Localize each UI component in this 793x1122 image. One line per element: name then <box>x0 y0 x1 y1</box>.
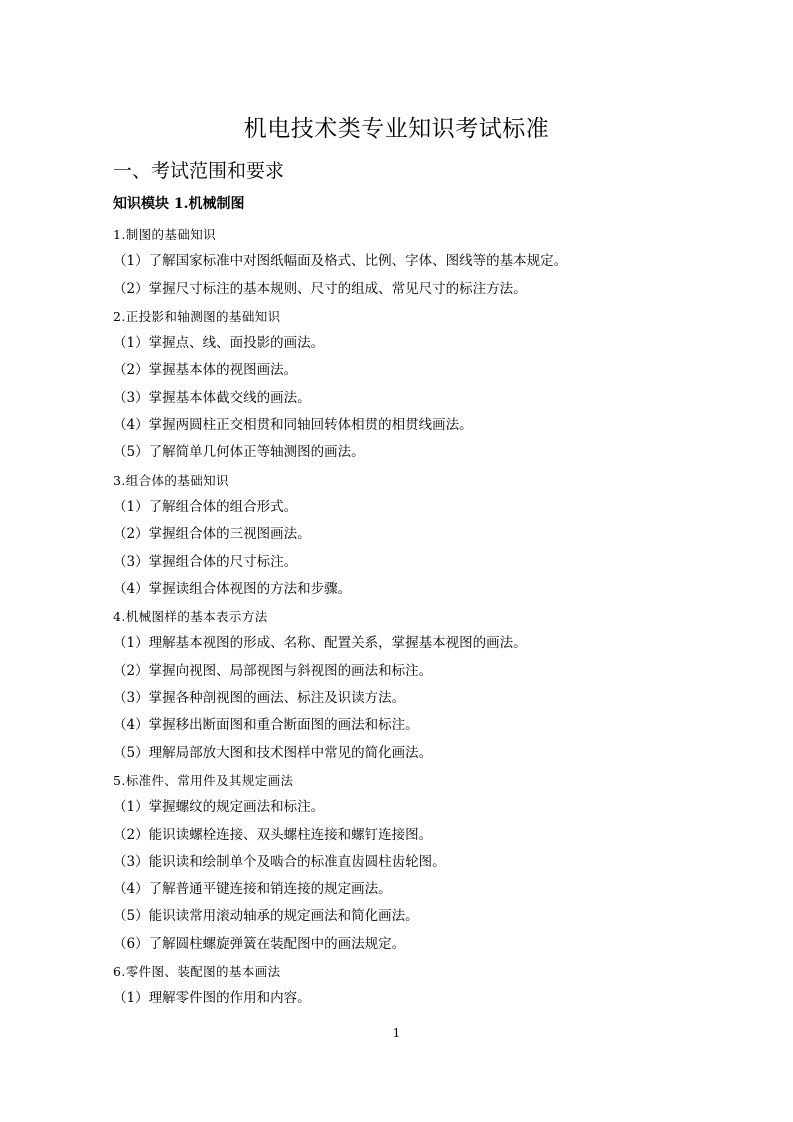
subsection-heading: 6.零件图、装配图的基本画法 <box>113 964 281 980</box>
module-heading: 知识模块 1.机械制图 <box>113 196 245 212</box>
requirement-item: （3）掌握各种剖视图的画法、标注及识读方法。 <box>113 690 406 707</box>
requirement-item: （2）能识读螺栓连接、双头螺柱连接和螺钉连接图。 <box>113 826 433 843</box>
requirement-item: （2）掌握基本体的视图画法。 <box>113 362 298 379</box>
requirement-item: （2）掌握尺寸标注的基本规则、尺寸的组成、常见尺寸的标注方法。 <box>113 280 527 297</box>
requirement-item: （1）了解组合体的组合形式。 <box>113 498 298 515</box>
requirement-item: （2）掌握组合体的三视图画法。 <box>113 526 311 543</box>
requirement-item: （4）掌握移出断面图和重合断面图的画法和标注。 <box>113 717 419 734</box>
section-heading: 一、考试范围和要求 <box>113 160 285 182</box>
subsection-heading: 1.制图的基础知识 <box>113 227 217 242</box>
requirement-item: （4）掌握两圆柱正交相贯和同轴回转体相贯的相贯线画法。 <box>113 417 473 434</box>
subsection-heading: 5.标准件、常用件及其规定画法 <box>113 772 294 788</box>
subsection-heading: 2.正投影和轴测图的基础知识 <box>113 308 281 324</box>
subsection-heading: 3.组合体的基础知识 <box>113 472 229 488</box>
requirement-item: （1）了解国家标准中对图纸幅面及格式、比例、字体、图线等的基本规定。 <box>113 253 568 270</box>
requirement-item: （1）掌握螺纹的规定画法和标注。 <box>113 799 325 816</box>
requirement-item: （5）能识读常用滚动轴承的规定画法和简化画法。 <box>113 908 419 925</box>
page-number: 1 <box>392 1026 401 1040</box>
requirement-item: （6）了解圆柱螺旋弹簧在装配图中的画法规定。 <box>113 935 406 952</box>
requirement-item: （5）了解简单几何体正等轴测图的画法。 <box>113 444 365 461</box>
document-title: 机电技术类专业知识考试标准 <box>243 116 550 142</box>
requirement-item: （1）理解零件图的作用和内容。 <box>113 990 311 1007</box>
document-body <box>113 221 693 1013</box>
requirement-item: （4）了解普通平键连接和销连接的规定画法。 <box>113 881 392 898</box>
requirement-item: （5）理解局部放大图和技术图样中常见的简化画法。 <box>113 744 433 761</box>
requirement-item: （1）掌握点、线、面投影的画法。 <box>113 335 325 352</box>
requirement-item: （3）能识读和绘制单个及啮合的标准直齿圆柱齿轮图。 <box>113 853 446 870</box>
requirement-item: （2）掌握向视图、局部视图与斜视图的画法和标注。 <box>113 662 433 679</box>
requirement-item: （3）掌握基本体截交线的画法。 <box>113 389 311 406</box>
requirement-item: （4）掌握读组合体视图的方法和步骤。 <box>113 580 352 597</box>
requirement-item: （1）理解基本视图的形成、名称、配置关系，掌握基本视图的画法。 <box>113 635 527 652</box>
subsection-heading: 4.机械图样的基本表示方法 <box>113 609 268 625</box>
requirement-item: （3）掌握组合体的尺寸标注。 <box>113 553 298 570</box>
